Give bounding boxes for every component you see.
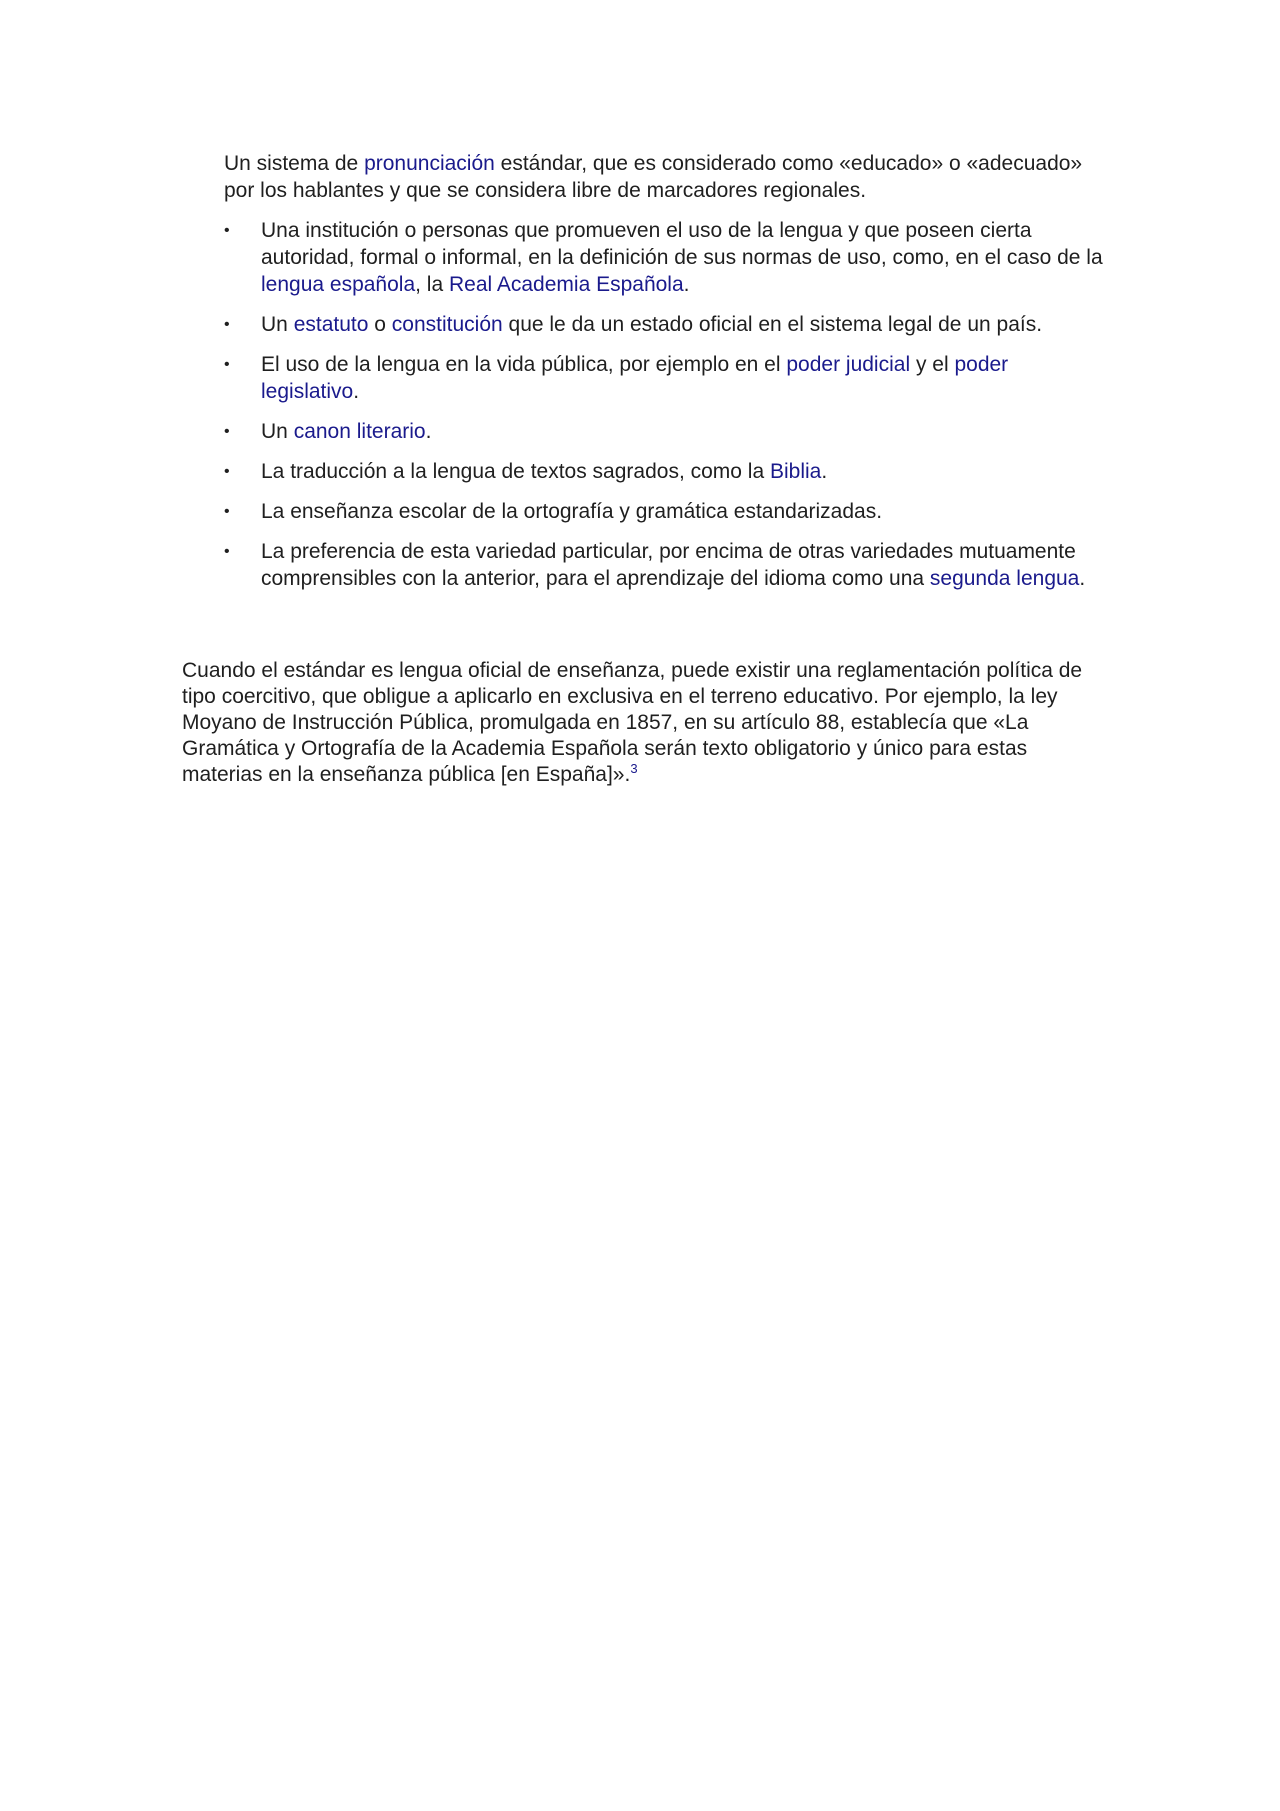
list-item (224, 458, 1104, 485)
bullet-icon: • (224, 423, 230, 440)
link-lengua-espanola[interactable]: lengua española (261, 273, 416, 296)
list-item-text: La traducción a la lengua de textos sagrados, como la (261, 460, 770, 483)
link-biblia[interactable]: Biblia (769, 460, 822, 483)
list-item (224, 418, 1104, 445)
list-item-text: . (353, 380, 360, 403)
bullet-icon: • (224, 503, 230, 520)
link-canon-literario[interactable]: canon literario (293, 420, 426, 443)
bullet-icon: • (224, 356, 230, 373)
list-item-text: , la (415, 273, 449, 296)
link-estatuto[interactable]: estatuto (293, 313, 369, 336)
list-item-text: Un (261, 420, 294, 443)
closing-paragraph (182, 658, 1106, 788)
bullet-icon: • (224, 316, 230, 333)
list-item-text: La enseñanza escolar de la ortografía y gramática estandarizadas. (261, 500, 883, 523)
bullet-icon: • (224, 463, 230, 480)
list-item-text: que le da un estado oficial en el sistema legal de un país. (502, 313, 1043, 336)
list-item-text: Una institución o personas que promueven el uso de la lengua y que poseen cierta autoridad, formal o informal, en la definición de sus normas de uso, como, en el caso de la (261, 219, 1103, 269)
list-item (224, 498, 1104, 525)
link-poder-legislativo[interactable]: poder legislativo (261, 353, 1009, 403)
link-pronunciacion[interactable]: pronunciación (364, 152, 495, 175)
list-item-text: La preferencia de esta variedad particular, por encima de otras variedades mutuamente comprensibles con la anterior, para el aprendizaje del idioma como una (261, 540, 1076, 590)
intro-text: estándar, que es considerado como «educado» o «adecuado» por los hablantes y que se considera libre de marcadores regionales. (224, 152, 1083, 202)
footnote-ref[interactable]: 3 (630, 761, 638, 776)
list-item-text: Un (261, 313, 294, 336)
list-item (224, 311, 1104, 338)
link-poder-judicial[interactable]: poder judicial (786, 353, 911, 376)
list-item-text: y el (910, 353, 955, 376)
list-item (224, 538, 1104, 592)
list-item-text: o (368, 313, 392, 336)
intro-paragraph (224, 150, 1104, 204)
intro-text: Un sistema de (224, 152, 365, 175)
closing-text: Cuando el estándar es lengua oficial de enseñanza, puede existir una reglamentación política de tipo coercitivo, que obligue a aplicarlo en exclusiva en el terreno educativo. Por ejemplo, la ley Moyano de Instrucción Pública, promulgada en 1857, en su artículo 88, establecía que «La Gramática y Ortografía de la Academia Española serán texto obligatorio y único para estas materias en la enseñanza pública [en España]». (182, 659, 1083, 786)
list-item-text: . (683, 273, 690, 296)
link-real-academia-espanola[interactable]: Real Academia Española (449, 273, 684, 296)
list-item-text: . (821, 460, 828, 483)
link-constitucion[interactable]: constitución (391, 313, 503, 336)
list-item-text: El uso de la lengua en la vida pública, por ejemplo en el (261, 353, 787, 376)
list-item-text: . (1079, 567, 1086, 590)
bullet-icon: • (224, 222, 230, 239)
link-segunda-lengua[interactable]: segunda lengua (929, 567, 1080, 590)
feature-list (224, 217, 1104, 605)
list-item-text: . (425, 420, 432, 443)
list-item (224, 351, 1104, 405)
list-item (224, 217, 1104, 298)
bullet-icon: • (224, 543, 230, 560)
